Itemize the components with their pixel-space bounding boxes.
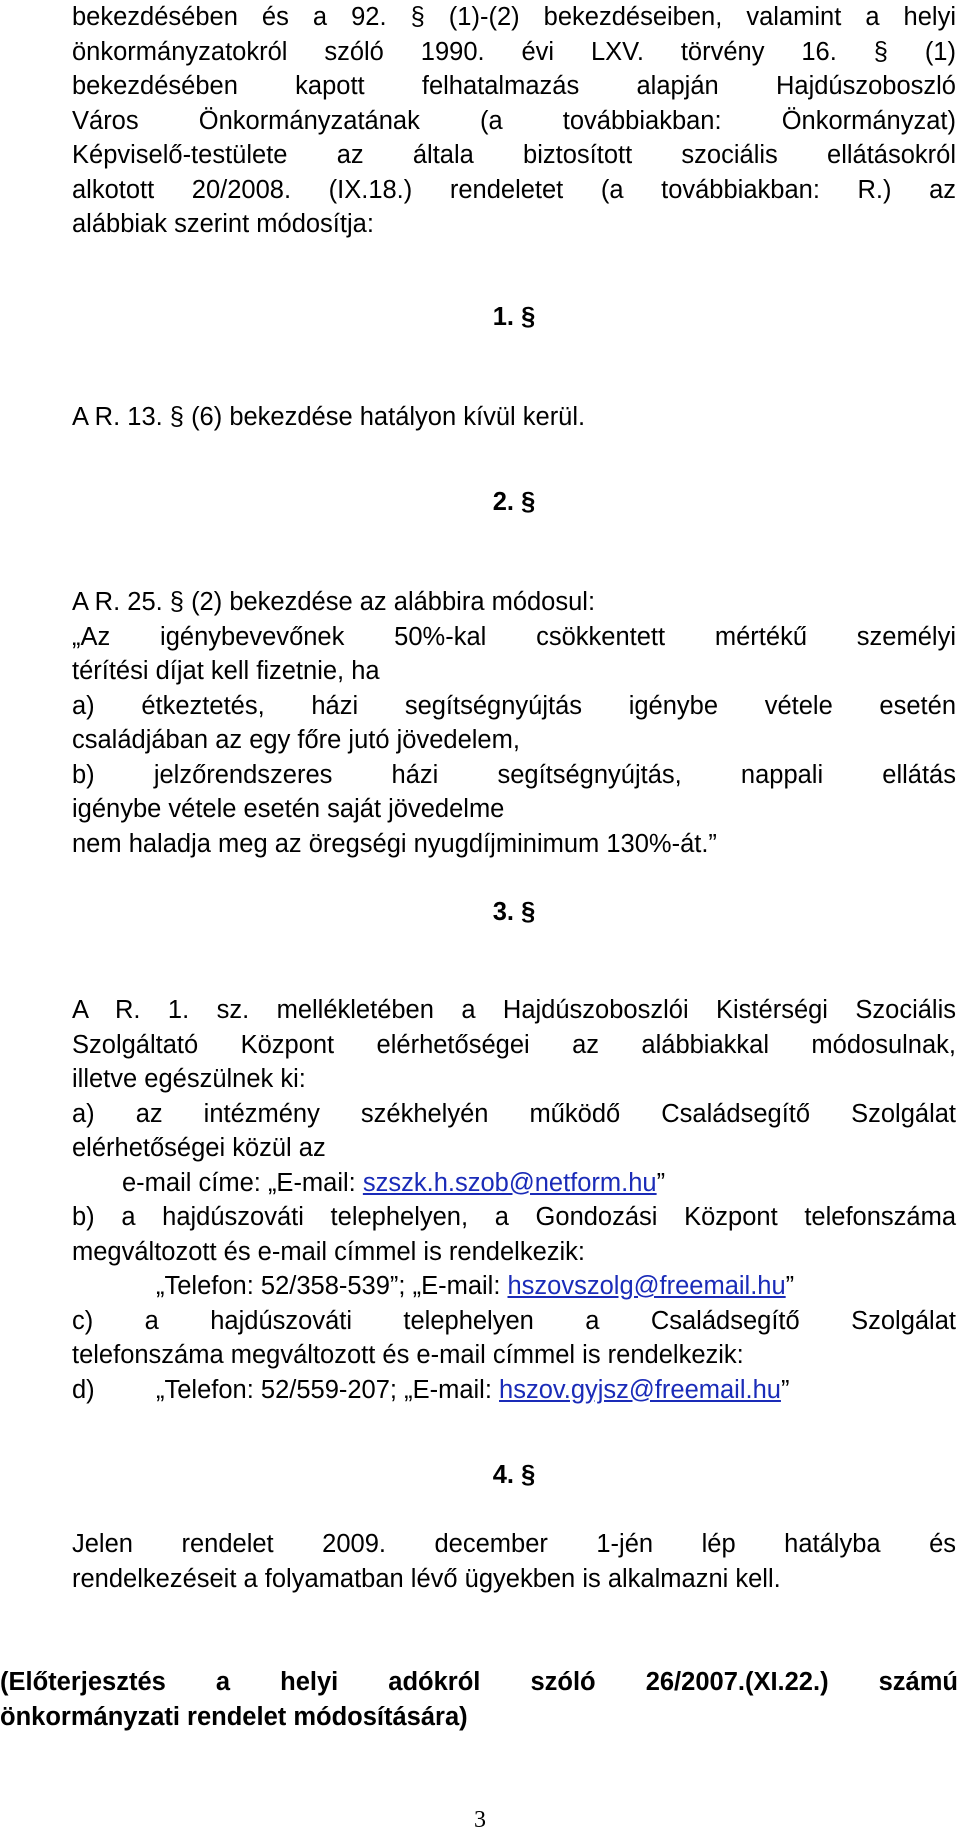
- section-3-line: megváltozott és e-mail címmel is rendelkezik:: [72, 1237, 586, 1266]
- section-2-line: térítési díjat kell fizetnie, ha: [72, 657, 380, 685]
- section-1-text: A R. 13. § (6) bekezdése hatályon kívül kerül.: [72, 403, 586, 431]
- phone-d-prefix: „Telefon: 52/559-207; „E-mail:: [156, 1375, 500, 1404]
- section-4-line: Jelen rendelet 2009. december 1-jén lép hatályba és: [72, 1530, 956, 1558]
- section-3-line: telefonszáma megváltozott és e-mail címmel is rendelkezik:: [72, 1341, 744, 1369]
- section-3-line: c) a hajdúszováti telephelyen a Családsegítő Szolgálat: [72, 1306, 956, 1335]
- phone-b-prefix: „Telefon: 52/358-539”; „E-mail:: [156, 1272, 508, 1300]
- section-2-body: [72, 585, 956, 861]
- phone-d-label: d): [72, 1375, 95, 1404]
- section-4-heading: 4. §: [492, 1461, 536, 1489]
- proposal-line: (Előterjesztés a helyi adókról szóló 26/2007.(XI.22.) számú: [0, 1668, 958, 1696]
- phone-b-suffix: ”: [785, 1272, 795, 1300]
- intro-line: önkormányzatokról szóló 1990. évi LXV. törvény 16. § (1): [72, 37, 956, 66]
- section-4-line: rendelkezéseit a folyamatban lévő ügyekben is alkalmazni kell.: [72, 1564, 781, 1593]
- section-2-line: családjában az egy főre jutó jövedelem,: [72, 726, 520, 754]
- section-2-heading: 2. §: [492, 488, 536, 516]
- phone-d-line: [72, 1373, 956, 1408]
- section-2-line: nem haladja meg az öregségi nyugdíjminimum 130%-át.”: [72, 829, 717, 858]
- email-line-prefix: e-mail címe: „E-mail:: [122, 1168, 363, 1197]
- intro-line: bekezdésében és a 92. § (1)-(2) bekezdéseiben, valamint a helyi: [72, 3, 956, 31]
- section-2-line: b) jelzőrendszeres házi segítségnyújtás, nappali ellátás: [72, 760, 956, 789]
- proposal-title: [0, 1665, 958, 1734]
- proposal-line: önkormányzati rendelet módosítására): [0, 1702, 468, 1731]
- section-3-line: illetve egészülnek ki:: [72, 1065, 306, 1093]
- phone-b-line: [72, 1269, 956, 1304]
- section-3-line: b) a hajdúszováti telephelyen, a Gondozási Központ telefonszáma: [72, 1203, 956, 1231]
- phone-d-suffix: ”: [780, 1375, 790, 1404]
- section-2-line: A R. 25. § (2) bekezdése az alábbira módosul:: [72, 588, 596, 616]
- email-line: [72, 1166, 956, 1201]
- section-3-heading: 3. §: [492, 898, 536, 926]
- intro-line: bekezdésében kapott felhatalmazás alapján Hajdúszoboszló: [72, 72, 956, 100]
- intro-line: Képviselő-testülete az általa biztosított szociális ellátásokról: [72, 141, 956, 169]
- section-3-body: [72, 993, 956, 1407]
- page-number: 3: [474, 1807, 486, 1833]
- intro-line: Város Önkormányzatának (a továbbiakban: Önkormányzat): [72, 106, 956, 135]
- intro-line: alkotott 20/2008. (IX.18.) rendeletet (a továbbiakban: R.) az: [72, 175, 956, 204]
- section-4-body: [72, 1527, 956, 1596]
- section-3-line: Szolgáltató Központ elérhetőségei az alábbiakkal módosulnak,: [72, 1030, 956, 1059]
- email-link[interactable]: hszov.gyjsz@freemail.hu: [499, 1375, 781, 1404]
- email-line-suffix: ”: [656, 1168, 666, 1197]
- intro-paragraph: [72, 0, 956, 242]
- section-3-line: A R. 1. sz. mellékletében a Hajdúszoboszlói Kistérségi Szociális: [72, 996, 956, 1024]
- section-1-heading: 1. §: [492, 303, 536, 331]
- section-3-line: a) az intézmény székhelyén működő Családsegítő Szolgálat: [72, 1099, 956, 1128]
- section-2-line: igénybe vétele esetén saját jövedelme: [72, 795, 505, 823]
- intro-line: alábbiak szerint módosítja:: [72, 210, 374, 238]
- email-link[interactable]: hszovszolg@freemail.hu: [507, 1272, 786, 1300]
- section-3-line: elérhetőségei közül az: [72, 1134, 326, 1162]
- section-2-line: a) étkeztetés, házi segítségnyújtás igénybe vétele esetén: [72, 691, 956, 720]
- section-2-line: „Az igénybevevőnek 50%-kal csökkentett mértékű személyi: [72, 622, 956, 651]
- email-link[interactable]: szszk.h.szob@netform.hu: [362, 1168, 657, 1197]
